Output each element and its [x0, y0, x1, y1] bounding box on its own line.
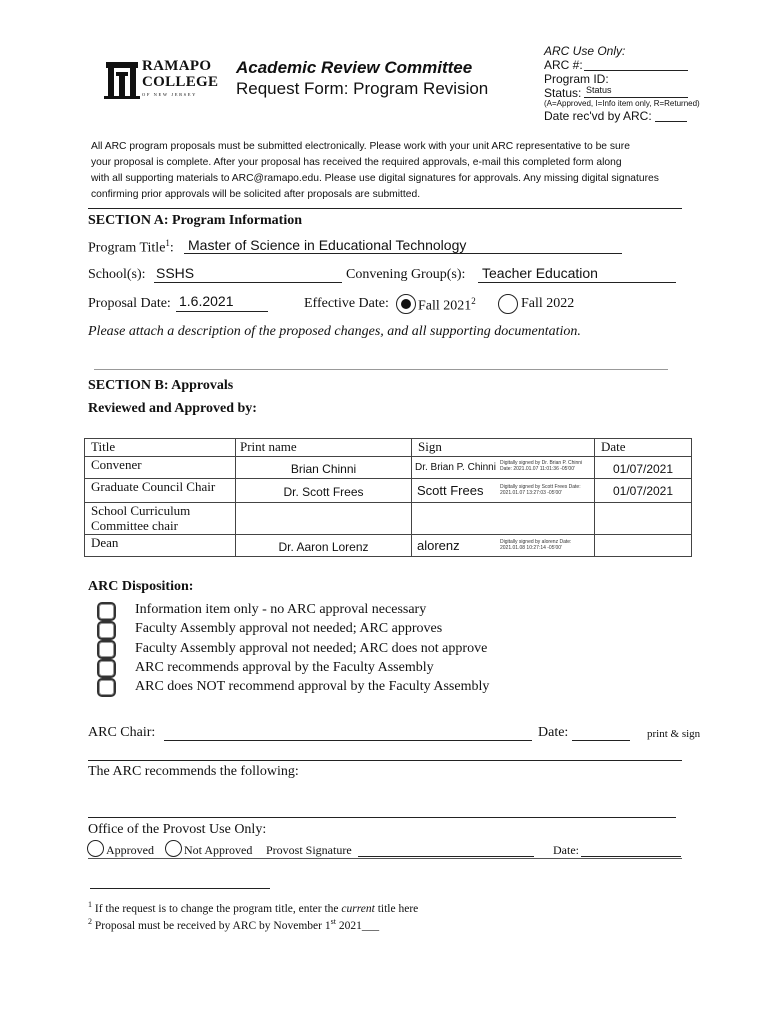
form-title-line1: Academic Review Committee: [236, 58, 473, 77]
arc-recommends-field[interactable]: [88, 817, 676, 818]
footnote-1-number: 1: [88, 900, 92, 909]
footnote-separator: [90, 888, 270, 889]
table-row: [85, 535, 692, 557]
school-label: School(s):: [88, 267, 146, 282]
row-title: Graduate Council Chair: [91, 479, 216, 494]
fall-2021-radio[interactable]: [396, 294, 416, 314]
col-name-header: Print name: [236, 439, 412, 457]
fall-2022-radio[interactable]: [498, 294, 518, 314]
arc-number-field[interactable]: [584, 70, 688, 71]
disposition-option-1: Information item only - no ARC approval necessary: [135, 602, 427, 617]
proposal-date-input[interactable]: 1.6.2021: [179, 293, 234, 309]
footnote-1-text-before: If the request is to change the program title, enter the: [94, 902, 339, 915]
col-sign-header: Sign: [412, 439, 595, 457]
attach-note: Please attach a description of the proposed changes, and all supporting documentation.: [88, 324, 581, 339]
fall-2021-label: [418, 296, 476, 315]
row-name-field[interactable]: Dr. Aaron Lorenz: [278, 540, 369, 554]
arc-disposition-heading: ARC Disposition:: [88, 579, 194, 594]
intro-divider: [88, 208, 682, 209]
proposal-date-underline: [176, 311, 268, 312]
date-received-label: Date rec'vd by ARC:: [544, 109, 652, 123]
row-title: Dean: [91, 535, 119, 550]
row-digital-signature-note: Digitally signed by alorenz Date: 2021.01.08 10:27:14 -05'00': [500, 539, 572, 551]
program-title-colon: :: [169, 240, 174, 256]
col-date-header: Date: [595, 439, 692, 457]
school-underline: [154, 282, 342, 283]
row-title: School Curriculum Committee chair: [91, 503, 191, 533]
disposition-checkbox-5[interactable]: [97, 678, 116, 697]
row-signature[interactable]: Dr. Brian P. Chinni: [415, 462, 496, 473]
status-field[interactable]: Status: [586, 85, 612, 95]
form-title-line2: Request Form: Program Revision: [236, 79, 489, 98]
convening-group-input[interactable]: Teacher Education: [482, 265, 598, 281]
school-input[interactable]: SSHS: [156, 265, 195, 281]
program-title-underline: [184, 253, 622, 254]
logo-line2: COLLEGE: [142, 74, 219, 90]
convening-group-underline: [478, 282, 676, 283]
arc-chair-date-field[interactable]: [572, 740, 630, 741]
row-signature[interactable]: alorenz: [417, 538, 460, 553]
table-row: [85, 457, 692, 479]
row-title: Convener: [91, 457, 142, 472]
disposition-option-3: Faculty Assembly approval not needed; ARC does not approve: [135, 641, 488, 656]
intro-line4: confirming prior approvals will be solicited after proposals are submitted.: [91, 189, 421, 200]
college-logo: [104, 58, 219, 102]
col-title-header: Title: [85, 439, 236, 457]
arc-number-label: ARC #:: [544, 58, 583, 72]
provost-not-approved-radio[interactable]: [165, 840, 182, 857]
program-id-label: Program ID:: [544, 72, 609, 86]
arc-chair-divider: [88, 760, 682, 761]
provost-date-label: Date:: [553, 843, 579, 857]
provost-signature-field[interactable]: [358, 856, 534, 857]
footnote-2-text-after: 2021___: [338, 919, 380, 932]
arc-chair-signature-field[interactable]: [164, 740, 532, 741]
section-a-heading: SECTION A: Program Information: [88, 213, 303, 228]
section-b-heading: SECTION B: Approvals: [88, 378, 234, 393]
effective-date-label: Effective Date:: [304, 296, 389, 311]
footnote-1-text-after: title here: [377, 902, 419, 915]
program-title-input[interactable]: Master of Science in Educational Technology: [188, 237, 467, 253]
footnote-2-sup: st: [330, 917, 336, 926]
provost-not-approved-label: Not Approved: [184, 843, 253, 857]
provost-bottom-line: [88, 858, 682, 859]
row-name-field[interactable]: Brian Chinni: [290, 462, 357, 476]
intro-line1: All ARC program proposals must be submitted electronically. Please work with your unit ARC representative to be sure: [91, 141, 630, 152]
provost-approved-radio[interactable]: [87, 840, 104, 857]
building-logo-icon: [104, 58, 140, 100]
row-name-field[interactable]: Dr. Scott Frees: [283, 485, 364, 499]
convening-group-label: Convening Group(s):: [346, 267, 466, 282]
arc-chair-label: ARC Chair:: [88, 725, 156, 740]
print-sign-note: print & sign: [647, 728, 701, 740]
footnote-1-italic: current: [341, 902, 375, 915]
disposition-option-5: ARC does NOT recommend approval by the Faculty Assembly: [135, 679, 490, 694]
row-date-field[interactable]: 01/07/2021: [612, 484, 674, 498]
program-title-label: [88, 238, 174, 257]
footnote-2: [88, 917, 379, 932]
intro-line3: with all supporting materials to ARC@ramapo.edu. Please use digital signatures for approvals. Any missing digital signatures: [91, 173, 659, 184]
section-b-subheading: Reviewed and Approved by:: [88, 401, 257, 416]
fall-2021-footnote-ref: 2: [471, 296, 476, 306]
fall-2022-label: Fall 2022: [521, 296, 575, 311]
intro-line2: your proposal is complete. After your proposal has received the required approvals, e-mail this completed form along: [91, 157, 622, 168]
status-label: Status:: [544, 86, 582, 100]
footnote-2-text-before: Proposal must be received by ARC by November 1: [94, 919, 331, 932]
provost-signature-label: Provost Signature: [266, 843, 352, 857]
status-legend: (A=Approved, I=Info item only, R=Returned): [544, 99, 700, 108]
provost-date-field[interactable]: [581, 856, 681, 857]
arc-chair-date-label: Date:: [538, 725, 569, 740]
row-digital-signature-note: Digitally signed by Scott Frees Date: 2021.01.07 13:27:03 -05'00': [500, 484, 581, 496]
row-signature[interactable]: Scott Frees: [417, 483, 484, 498]
provost-approved-label: Approved: [106, 843, 154, 857]
footnote-2-number: 2: [88, 917, 92, 926]
date-received-field[interactable]: [655, 121, 687, 122]
provost-heading: Office of the Provost Use Only:: [88, 822, 267, 837]
intro-paragraph: [91, 139, 731, 203]
footnote-1: [88, 900, 418, 915]
disposition-option-4: ARC recommends approval by the Faculty Assembly: [135, 660, 434, 675]
disposition-checkbox-2[interactable]: [97, 621, 116, 640]
program-title-label-text: Program Title: [88, 240, 166, 256]
table-row: [85, 479, 692, 503]
logo-line1: RAMAPO: [142, 58, 212, 74]
program-title-footnote-ref: 1: [165, 238, 170, 248]
row-date-field[interactable]: 01/07/2021: [612, 462, 674, 476]
disposition-checkbox-4[interactable]: [97, 659, 116, 678]
arc-use-only-heading: ARC Use Only:: [544, 44, 626, 58]
logo-line3: OF NEW JERSEY: [142, 92, 197, 97]
approvals-table: [84, 438, 692, 557]
table-row: [85, 503, 692, 535]
proposal-date-label: Proposal Date:: [88, 296, 171, 311]
disposition-option-2: Faculty Assembly approval not needed; ARC approves: [135, 621, 443, 636]
disposition-checkbox-3[interactable]: [97, 640, 116, 659]
approvals-header-row: [85, 439, 692, 457]
fall-2021-text: Fall 2021: [418, 298, 472, 314]
arc-recommends-label: The ARC recommends the following:: [88, 764, 299, 779]
disposition-checkbox-1[interactable]: [97, 602, 116, 621]
section-a-divider: [94, 369, 668, 370]
row-digital-signature-note: Digitally signed by Dr. Brian P. Chinni Date: 2021.01.07 11:01:36 -05'00': [500, 460, 583, 472]
status-field-line: [584, 97, 688, 98]
